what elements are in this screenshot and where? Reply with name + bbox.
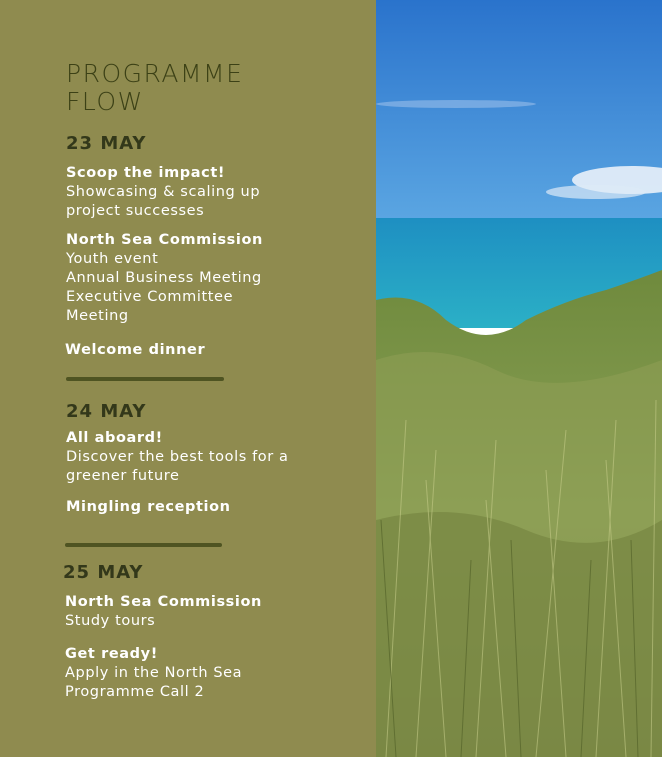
event-line: Showcasing & scaling up xyxy=(66,184,261,200)
event-line: project successes xyxy=(66,203,205,219)
event-line: Programme Call 2 xyxy=(65,684,205,700)
event-heading: Mingling reception xyxy=(66,499,231,515)
title-line-1: PROGRAMME xyxy=(66,59,244,88)
event-line: Youth event xyxy=(66,251,159,267)
event-heading: Welcome dinner xyxy=(65,342,206,358)
event-line: greener future xyxy=(66,468,180,484)
event-welcome-dinner xyxy=(65,341,205,360)
divider xyxy=(65,543,222,547)
event-all-aboard xyxy=(66,429,289,486)
date-day-1: 23 MAY xyxy=(66,133,147,154)
event-heading: North Sea Commission xyxy=(65,594,262,610)
event-mingling-reception xyxy=(66,498,231,517)
photo-illustration xyxy=(376,0,662,757)
cloud xyxy=(546,185,646,199)
divider xyxy=(66,377,224,381)
date-day-3: 25 MAY xyxy=(63,562,144,583)
event-line: Discover the best tools for a xyxy=(66,449,289,465)
event-get-ready xyxy=(65,645,242,702)
coastal-dunes-photo xyxy=(376,0,662,757)
event-line: Apply in the North Sea xyxy=(65,665,243,681)
event-heading: Scoop the impact! xyxy=(66,165,226,181)
event-line: Executive Committee xyxy=(66,289,234,305)
event-line: Study tours xyxy=(65,613,156,629)
cloud xyxy=(376,100,536,108)
event-scoop-impact xyxy=(66,164,260,221)
event-north-sea-commission-2 xyxy=(65,593,262,631)
page-title xyxy=(66,60,306,116)
event-line: Annual Business Meeting xyxy=(66,270,262,286)
event-line: Meeting xyxy=(66,308,129,324)
event-heading: All aboard! xyxy=(66,430,163,446)
title-line-2: FLOW xyxy=(66,87,144,116)
date-day-2: 24 MAY xyxy=(66,401,147,422)
event-heading: North Sea Commission xyxy=(66,232,263,248)
event-heading: Get ready! xyxy=(65,646,158,662)
event-north-sea-commission-1 xyxy=(66,231,263,326)
